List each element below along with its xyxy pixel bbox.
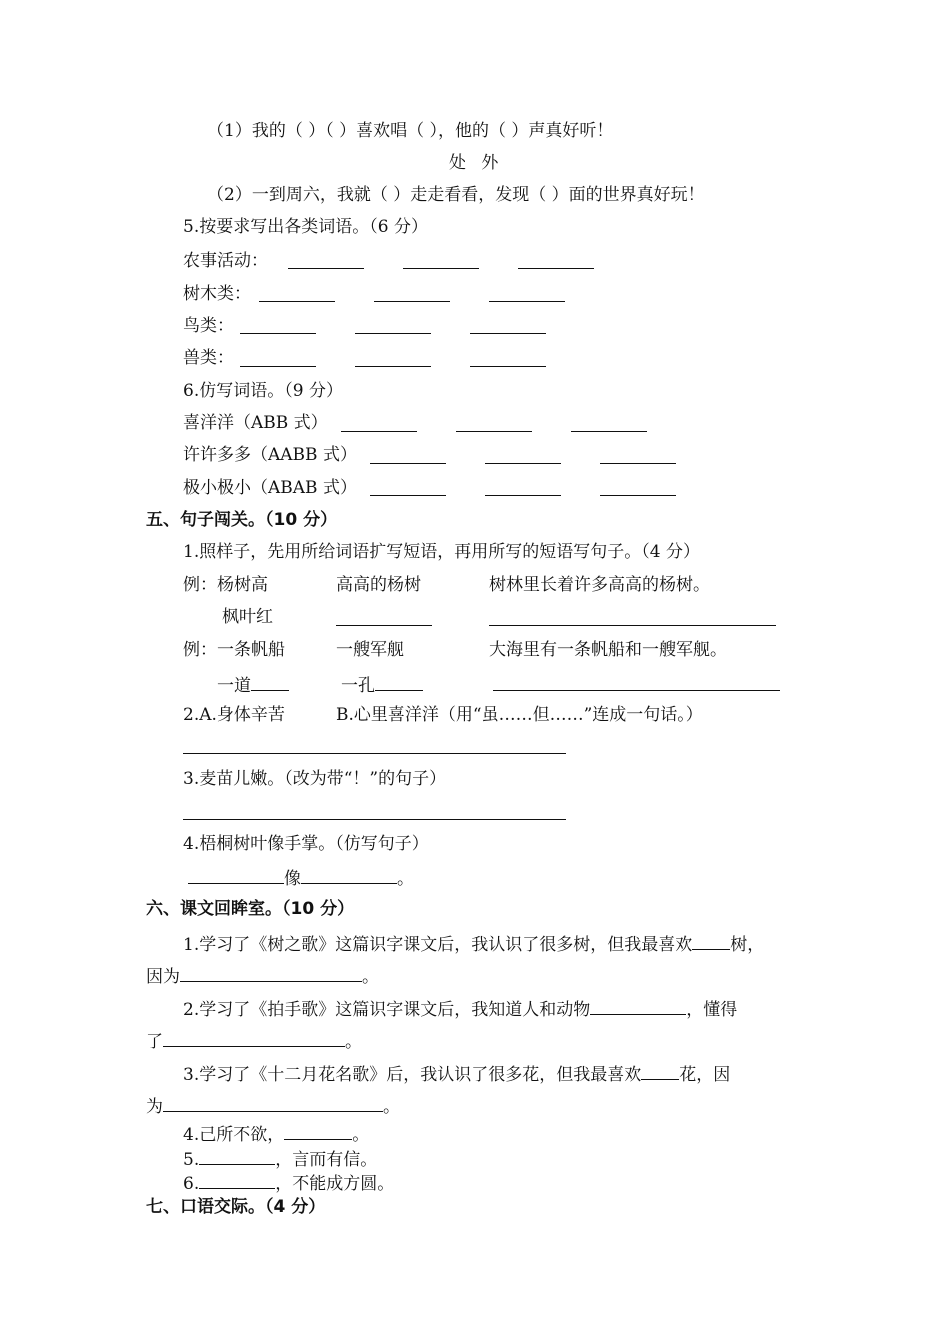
q6-label-abab: 极小极小（ABAB 式） (183, 478, 357, 498)
s6-q5-num: 5. (183, 1150, 200, 1170)
s6-q4-blank[interactable] (284, 1121, 352, 1140)
s5-item-2a (217, 672, 289, 697)
s6-q1-line-2 (146, 963, 379, 988)
s5-item-2b (341, 672, 423, 697)
s5-item-2b-blank[interactable] (375, 672, 423, 691)
s5-example-1-phrase: 高高的杨树 (336, 575, 421, 595)
s5-q4-imitation (188, 865, 414, 890)
q5-label-birds: 鸟类： (183, 316, 234, 336)
s6-q3-line-2 (146, 1093, 400, 1118)
s6-q3-reason-blank[interactable] (163, 1093, 383, 1112)
s6-q3-line-1 (183, 1061, 730, 1086)
q5-label-beasts: 兽类： (183, 348, 234, 368)
q6-blank[interactable] (600, 495, 676, 496)
q5-blank[interactable] (240, 333, 316, 334)
s5-q4-blank-2[interactable] (301, 865, 397, 884)
s6-q1-tree-blank[interactable] (692, 931, 730, 950)
s6-q1-text: 1.学习了《树之歌》这篇识字课文后，我认识了很多树，但我最喜欢 (183, 935, 693, 955)
s5-q2-a: 2.A.身体辛苦 (183, 705, 285, 725)
s5-q3-answer-blank[interactable] (183, 819, 566, 820)
s5-q4-like: 像 (284, 869, 301, 889)
s6-q6-text: ，不能成方圆。 (275, 1174, 395, 1194)
q4-word-pair: 处 外 (449, 153, 499, 173)
q4-sentence-2: （2）一到周六，我就（ ）走走看看，发现（ ）面的世界真好玩！ (207, 185, 705, 205)
s6-q2-end: 。 (345, 1032, 362, 1052)
q5-blank[interactable] (355, 366, 431, 367)
s6-q3-end: 。 (383, 1097, 400, 1117)
q6-blank[interactable] (485, 495, 561, 496)
s5-item-2-sentence-blank[interactable] (493, 690, 780, 691)
s5-item-2b-label: 一孔 (341, 676, 375, 696)
s6-q4-end: 。 (352, 1125, 370, 1145)
q6-blank[interactable] (600, 463, 676, 464)
s5-q3: 3.麦苗儿嫩。（改为带“！”的句子） (183, 769, 447, 789)
section-6-title: 六、课文回眸室。（10 分） (146, 899, 355, 919)
q6-blank[interactable] (571, 431, 647, 432)
q5-blank[interactable] (355, 333, 431, 334)
q5-blank[interactable] (518, 268, 594, 269)
s6-q2-le: 了 (146, 1032, 163, 1052)
s5-q4-end: 。 (397, 869, 414, 889)
s6-q1-end: 。 (362, 967, 379, 987)
s6-q2-line-2 (146, 1028, 362, 1053)
s6-q2-blank-2[interactable] (163, 1028, 345, 1047)
s5-q1-instruction: 1.照样子，先用所给词语扩写短语，再用所写的短语写句子。（4 分） (183, 542, 700, 562)
s6-q1-tree: 树， (730, 935, 765, 955)
s5-q4: 4.梧桐树叶像手掌。（仿写句子） (183, 834, 429, 854)
s5-item-1-phrase-blank[interactable] (336, 625, 432, 626)
s6-q5-blank[interactable] (199, 1146, 275, 1165)
q6-title: 6.仿写词语。（9 分） (183, 381, 343, 401)
s5-item-2a-label: 一道 (217, 676, 251, 696)
s5-item-2a-blank[interactable] (251, 672, 289, 691)
q5-label-farming: 农事活动： (183, 251, 268, 271)
s6-q5 (183, 1146, 377, 1171)
s5-q2-answer-blank[interactable] (183, 753, 566, 754)
q6-label-abb: 喜洋洋（ABB 式） (183, 413, 328, 433)
s6-q6-num: 6. (183, 1174, 200, 1194)
s5-example-2-sentence: 大海里有一条帆船和一艘军舰。 (489, 640, 727, 660)
s6-q2-blank-1[interactable] (590, 996, 686, 1015)
section-7-title: 七、口语交际。（4 分） (146, 1197, 326, 1217)
s6-q5-text: ，言而有信。 (275, 1150, 378, 1170)
s5-example-2-word: 例：一条帆船 (183, 640, 285, 660)
q5-blank[interactable] (403, 268, 479, 269)
q6-blank[interactable] (456, 431, 532, 432)
s6-q2-understand: ，懂得 (686, 1000, 738, 1020)
q5-blank[interactable] (259, 301, 335, 302)
s5-item-1: 枫叶红 (222, 607, 273, 627)
s5-example-2-phrase: 一艘军舰 (336, 640, 404, 660)
q6-blank[interactable] (370, 495, 446, 496)
q5-blank[interactable] (374, 301, 450, 302)
s6-q3-flower: 花，因 (679, 1065, 731, 1085)
s6-q4-text: 4.己所不欲， (183, 1125, 285, 1145)
q5-label-trees: 树木类： (183, 284, 251, 304)
s6-q1-because: 因为 (146, 967, 180, 987)
s6-q2-line-1 (183, 996, 737, 1021)
q5-blank[interactable] (288, 268, 364, 269)
s5-item-1-sentence-blank[interactable] (489, 625, 776, 626)
s6-q3-text: 3.学习了《十二月花名歌》后，我认识了很多花，但我最喜欢 (183, 1065, 642, 1085)
s6-q4 (183, 1121, 369, 1146)
q6-blank[interactable] (370, 463, 446, 464)
s6-q1-line-1 (183, 931, 764, 956)
s5-example-1-word: 例：杨树高 (183, 575, 268, 595)
s6-q3-because: 为 (146, 1097, 163, 1117)
q5-blank[interactable] (470, 366, 546, 367)
section-5-title: 五、句子闯关。（10 分） (146, 510, 338, 530)
s6-q6-blank[interactable] (199, 1170, 275, 1189)
q6-blank[interactable] (341, 431, 417, 432)
s6-q6 (183, 1170, 394, 1195)
s6-q2-text: 2.学习了《拍手歌》这篇识字课文后，我知道人和动物 (183, 1000, 591, 1020)
q5-blank[interactable] (489, 301, 565, 302)
q5-title: 5.按要求写出各类词语。（6 分） (183, 217, 428, 237)
q5-blank[interactable] (470, 333, 546, 334)
q5-blank[interactable] (240, 366, 316, 367)
s6-q1-reason-blank[interactable] (180, 963, 362, 982)
q4-sentence-1: （1）我的（ ）（ ）喜欢唱（ ），他的（ ）声真好听！ (207, 121, 614, 141)
q6-label-aabb: 许许多多（AABB 式） (183, 445, 357, 465)
s5-q4-blank-1[interactable] (188, 865, 284, 884)
s5-q2-b: B.心里喜洋洋（用“虽……但……”连成一句话。） (336, 705, 703, 725)
q6-blank[interactable] (485, 463, 561, 464)
s6-q3-flower-blank[interactable] (641, 1061, 679, 1080)
s5-example-1-sentence: 树林里长着许多高高的杨树。 (489, 575, 710, 595)
